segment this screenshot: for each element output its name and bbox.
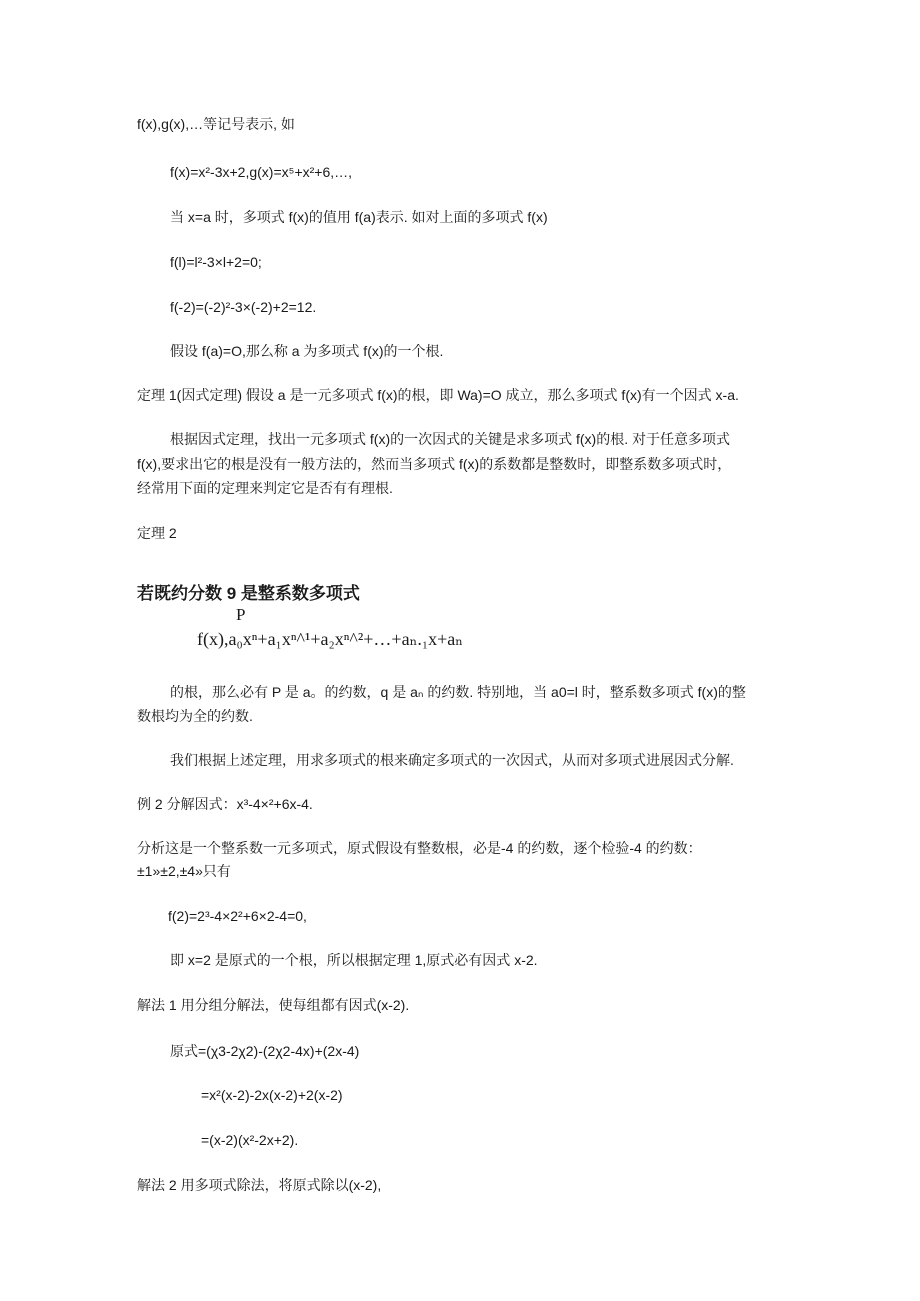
solution-1-title: 解法 1 用分组分解法，使每组都有因式(x-2).	[137, 997, 410, 1013]
text-line: f(l)=l²-3×l+2=0;	[170, 254, 262, 270]
text-line: =(x-2)(x²-2x+2).	[201, 1132, 299, 1148]
text-line: f(x)=x²-3x+2,g(x)=x⁵+x²+6,…,	[170, 164, 353, 180]
text-line: f(2)=2³-4×2²+6×2-4=0,	[168, 908, 307, 924]
text-line: 根据因式定理，找出一元多项式 f(x)的一次因式的关键是求多项式 f(x)的根. 对于任意多项式	[170, 431, 730, 447]
theorem-1: 定理 1(因式定理) 假设 a 是一元多项式 f(x)的根，即 Wa)=O 成立，那么多项式 f(x)有一个因式 x-a.	[137, 387, 739, 403]
text-line: 原式=(χ3-2χ2)-(2χ2-4x)+(2x-4)	[170, 1043, 360, 1059]
text-line: ±1»±2,±4»只有	[137, 863, 231, 879]
text-line: 分析这是一个整系数一元多项式，原式假设有整数根，必是-4 的约数，逐个检验-4 的约数：	[137, 840, 702, 856]
text-line: 我们根据上述定理，用求多项式的根来确定多项式的一次因式，从而对多项式进展因式分解.	[170, 752, 734, 768]
polynomial-formula: f(x),a₀xⁿ+a₁xⁿ^¹+a₂xⁿ^²+…+aₙ.₁x+aₙ	[197, 629, 464, 649]
theorem-2-statement: 若既约分数 9 是整系数多项式	[137, 584, 360, 603]
fraction-denominator: P	[236, 605, 246, 624]
text-line: 经常用下面的定理来判定它是否有有理根.	[137, 480, 393, 496]
text-line: f(x),要求出它的根是没有一般方法的，然而当多项式 f(x)的系数都是整数时，即整系数多项式时，	[137, 456, 732, 472]
example-2-title: 例 2 分解因式：x³-4×²+6x-4.	[137, 796, 313, 812]
text-line: 假设 f(a)=O,那么称 a 为多项式 f(x)的一个根.	[170, 343, 444, 359]
text-line: 的根，那么必有 P 是 a。的约数，q 是 aₙ 的约数. 特别地，当 a0=l 时，整系数多项式 f(x)的整	[170, 684, 746, 700]
text-line: f(-2)=(-2)²-3×(-2)+2=12.	[170, 299, 317, 315]
solution-2-title: 解法 2 用多项式除法，将原式除以(x-2),	[137, 1177, 382, 1193]
text-line: f(x),g(x),…等记号表示, 如	[137, 116, 295, 132]
text-line: 当 x=a 时，多项式 f(x)的值用 f(a)表示. 如对上面的多项式 f(x)	[170, 209, 548, 225]
text-line: 数根均为全的约数.	[137, 708, 253, 724]
text-line: =x²(x-2)-2x(x-2)+2(x-2)	[201, 1087, 343, 1103]
text-line: 即 x=2 是原式的一个根，所以根据定理 1,原式必有因式 x-2.	[170, 952, 538, 968]
theorem-2-label: 定理 2	[137, 525, 177, 541]
